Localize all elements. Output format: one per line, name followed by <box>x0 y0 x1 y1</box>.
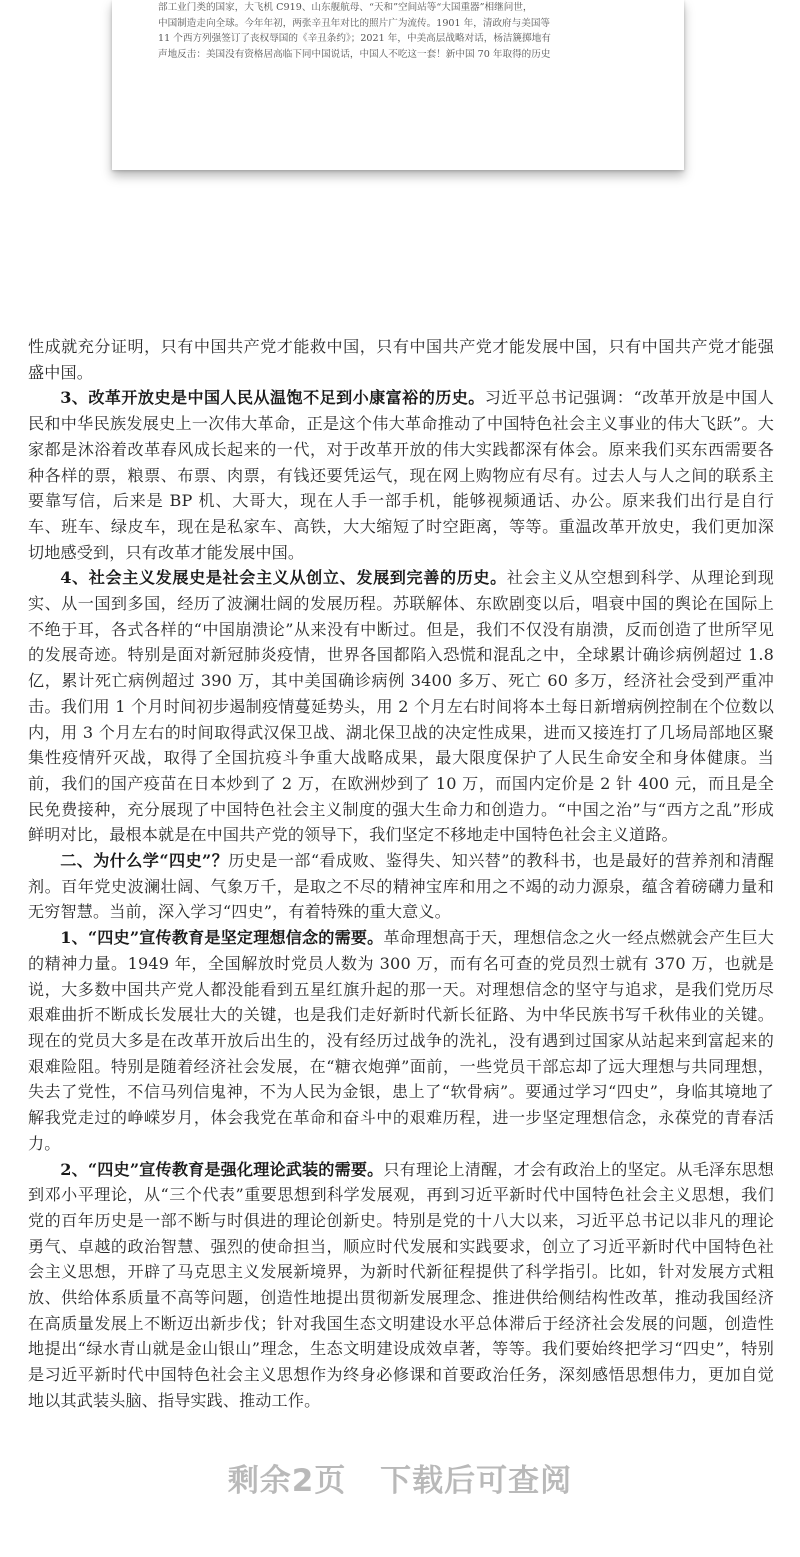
paragraph-socialism-history <box>28 565 774 848</box>
preview-line: 11 个西方列强签订了丧权辱国的《辛丑条约》；2021 年，中美高层战略对话，杨洁篪掷地有 <box>158 33 551 45</box>
paragraph-text: 历史是一部“看成败、鉴得失、知兴替”的教科书，也是最好的营养剂和清醒剂。百年党史波澜壮阔、气象万千，是取之不尽的精神宝库和用之不竭的动力源泉，蕴含着磅礴力量和无穷智慧。当前，深入学习“四史”，有着特殊的重大意义。 <box>28 851 774 922</box>
paragraph-text: 只有理论上清醒，才会有政治上的坚定。从毛泽东思想到邓小平理论，从“三个代表”重要思想到科学发展观，再到习近平新时代中国特色社会主义思想，我们党的百年历史是一部不断与时俱进的理论创新史。特别是党的十八大以来，习近平总书记以非凡的理论勇气、卓越的政治智慧、强烈的使命担当，顺应时代发展和实践要求，创立了习近平新时代中国特色社会主义思想，开辟了马克思主义发展新境界，为新时代新征程提供了科学指引。比如，针对发展方式粗放、供给体系质量不高等问题，创造性地提出贯彻新发展理念、推进供给侧结构性改革，推动我国经济在高质量发展上不断迈出新步伐；针对我国生态文明建设水平总体滞后于经济社会发展的问题，创造性地提出“绿水青山就是金山银山”理念，生态文明建设成效卓著，等等。我们要始终把学习“四史”，特别是习近平新时代中国特色社会主义思想作为终身必修课和首要政治任务，深刻感悟思想伟力，更加自觉地以其武装头脑、指导实践、推动工作。 <box>28 1159 774 1410</box>
preview-line: 声地反击：美国没有资格居高临下同中国说话，中国人不吃这一套！新中国 70 年取得的历史 <box>158 48 551 60</box>
section-heading: 4、社会主义发展史是社会主义从创立、发展到完善的历史。 <box>60 568 507 588</box>
paragraph-text: 社会主义从空想到科学、从理论到现实、从一国到多国，经历了波澜壮阔的发展历程。苏联解体、东欧剧变以后，唱衰中国的舆论在国际上不绝于耳，各式各样的“中国崩溃论”从来没有中断过。但是，我们不仅没有崩溃，反而创造了世所罕见的发展奇迹。特别是面对新冠肺炎疫情，世界各国都陷入恐慌和混乱之中，全球累计确诊病例超过 1.8 亿，累计死亡病例超过 390 万，其中美国确诊病例 3400 多万、死亡 60 多万，经济社会受到严重冲击。我们用 1 个月时间初步遏制疫情蔓延势头，用 2 个月左右时间将本土每日新增病例控制在个位数以内，用 3 个月左右的时间取得武汉保卫战、湖北保卫战的决定性成果，进而又接连打了几场局部地区聚集性疫情歼灭战，取得了全国抗疫斗争重大战略成果，最大限度保护了人民生命安全和身体健康。当前，我们的国产疫苗在日本炒到了 2 万，在欧洲炒到了 10 万，而国内定价是 2 针 400 元，而且是全民免费接种，充分展现了中国特色社会主义制度的强大生命力和创造力。“中国之治”与“西方之乱”形成鲜明对比，最根本就是在中国共产党的领导下，我们坚定不移地走中国特色社会主义道路。 <box>28 568 774 845</box>
paragraph-why-study <box>28 848 774 925</box>
paragraph-text: 习近平总书记强调：“改革开放是中国人民和中华民族发展史上一次伟大革命，正是这个伟大革命推动了中国特色社会主义事业的伟大飞跃”。大家都是沐浴着改革春风成长起来的一代，对于改革开放的伟大实践都深有体会。原来我们买东西需要各种各样的票，粮票、布票、肉票，有钱还要凭运气，现在网上购物应有尽有。过去人与人之间的联系主要靠写信，后来是 BP 机、大哥大，现在人手一部手机，能够视频通话、办公。原来我们出行是自行车、班车、绿皮车，现在是私家车、高铁，大大缩短了时空距离，等等。重温改革开放史，我们更加深切地感受到，只有改革才能发展中国。 <box>28 388 774 562</box>
paragraph-ideals <box>28 925 774 1156</box>
section-heading: 二、为什么学“四史”？ <box>60 851 229 871</box>
preview-line: 部工业门类的国家，大飞机 C919、山东舰航母、“天和”空间站等“大国重器”相继问世， <box>158 2 533 13</box>
paragraph-text: 革命理想高于天，理想信念之火一经点燃就会产生巨大的精神力量。1949 年，全国解放时党员人数为 300 万，而有名可查的党员烈士就有 370 万，也就是说，大多数中国共产党人都没能看到五星红旗升起的那一天。对理想信念的坚守与追求，是我们党历尽艰难曲折不断成长发展壮大的关键，也是我们走好新时代新长征路、为中华民族书写千秋伟业的关键。现在的党员大多是在改革开放后出生的，没有经历过战争的洗礼，没有遇到过国家从站起来到富起来的艰难险阻。特别是随着经济社会发展，在“糖衣炮弹”面前，一些党员干部忘却了远大理想与共同理想，失去了党性，不信马列信鬼神，不为人民为金银，患上了“软骨病”。要通过学习“四史”，身临其境地了解我党走过的峥嵘岁月，体会我党在革命和奋斗中的艰难历程，进一步坚定理想信念，永葆党的青春活力。 <box>28 928 774 1153</box>
section-heading: 3、改革开放史是中国人民从温饱不足到小康富裕的历史。 <box>60 388 485 408</box>
paragraph-continuation: 性成就充分证明，只有中国共产党才能救中国，只有中国共产党才能发展中国，只有中国共产党才能强盛中国。 <box>28 337 774 382</box>
paragraph-theory <box>28 1157 774 1414</box>
document-body <box>28 334 774 1414</box>
remaining-pages-download-prompt[interactable]: 剩余2页 下载后可查阅 <box>227 1463 573 1499</box>
preview-page-card <box>112 0 684 170</box>
section-heading: 2、“四史”宣传教育是强化理论武装的需要。 <box>60 1159 384 1179</box>
preview-text-block <box>158 0 646 62</box>
paragraph-reform-history <box>28 385 774 565</box>
preview-line: 中国制造走向全球。今年年初，两张辛丑年对比的照片广为流传。1901 年，清政府与美国等 <box>158 17 551 29</box>
section-heading: 1、“四史”宣传教育是坚定理想信念的需要。 <box>60 928 384 948</box>
